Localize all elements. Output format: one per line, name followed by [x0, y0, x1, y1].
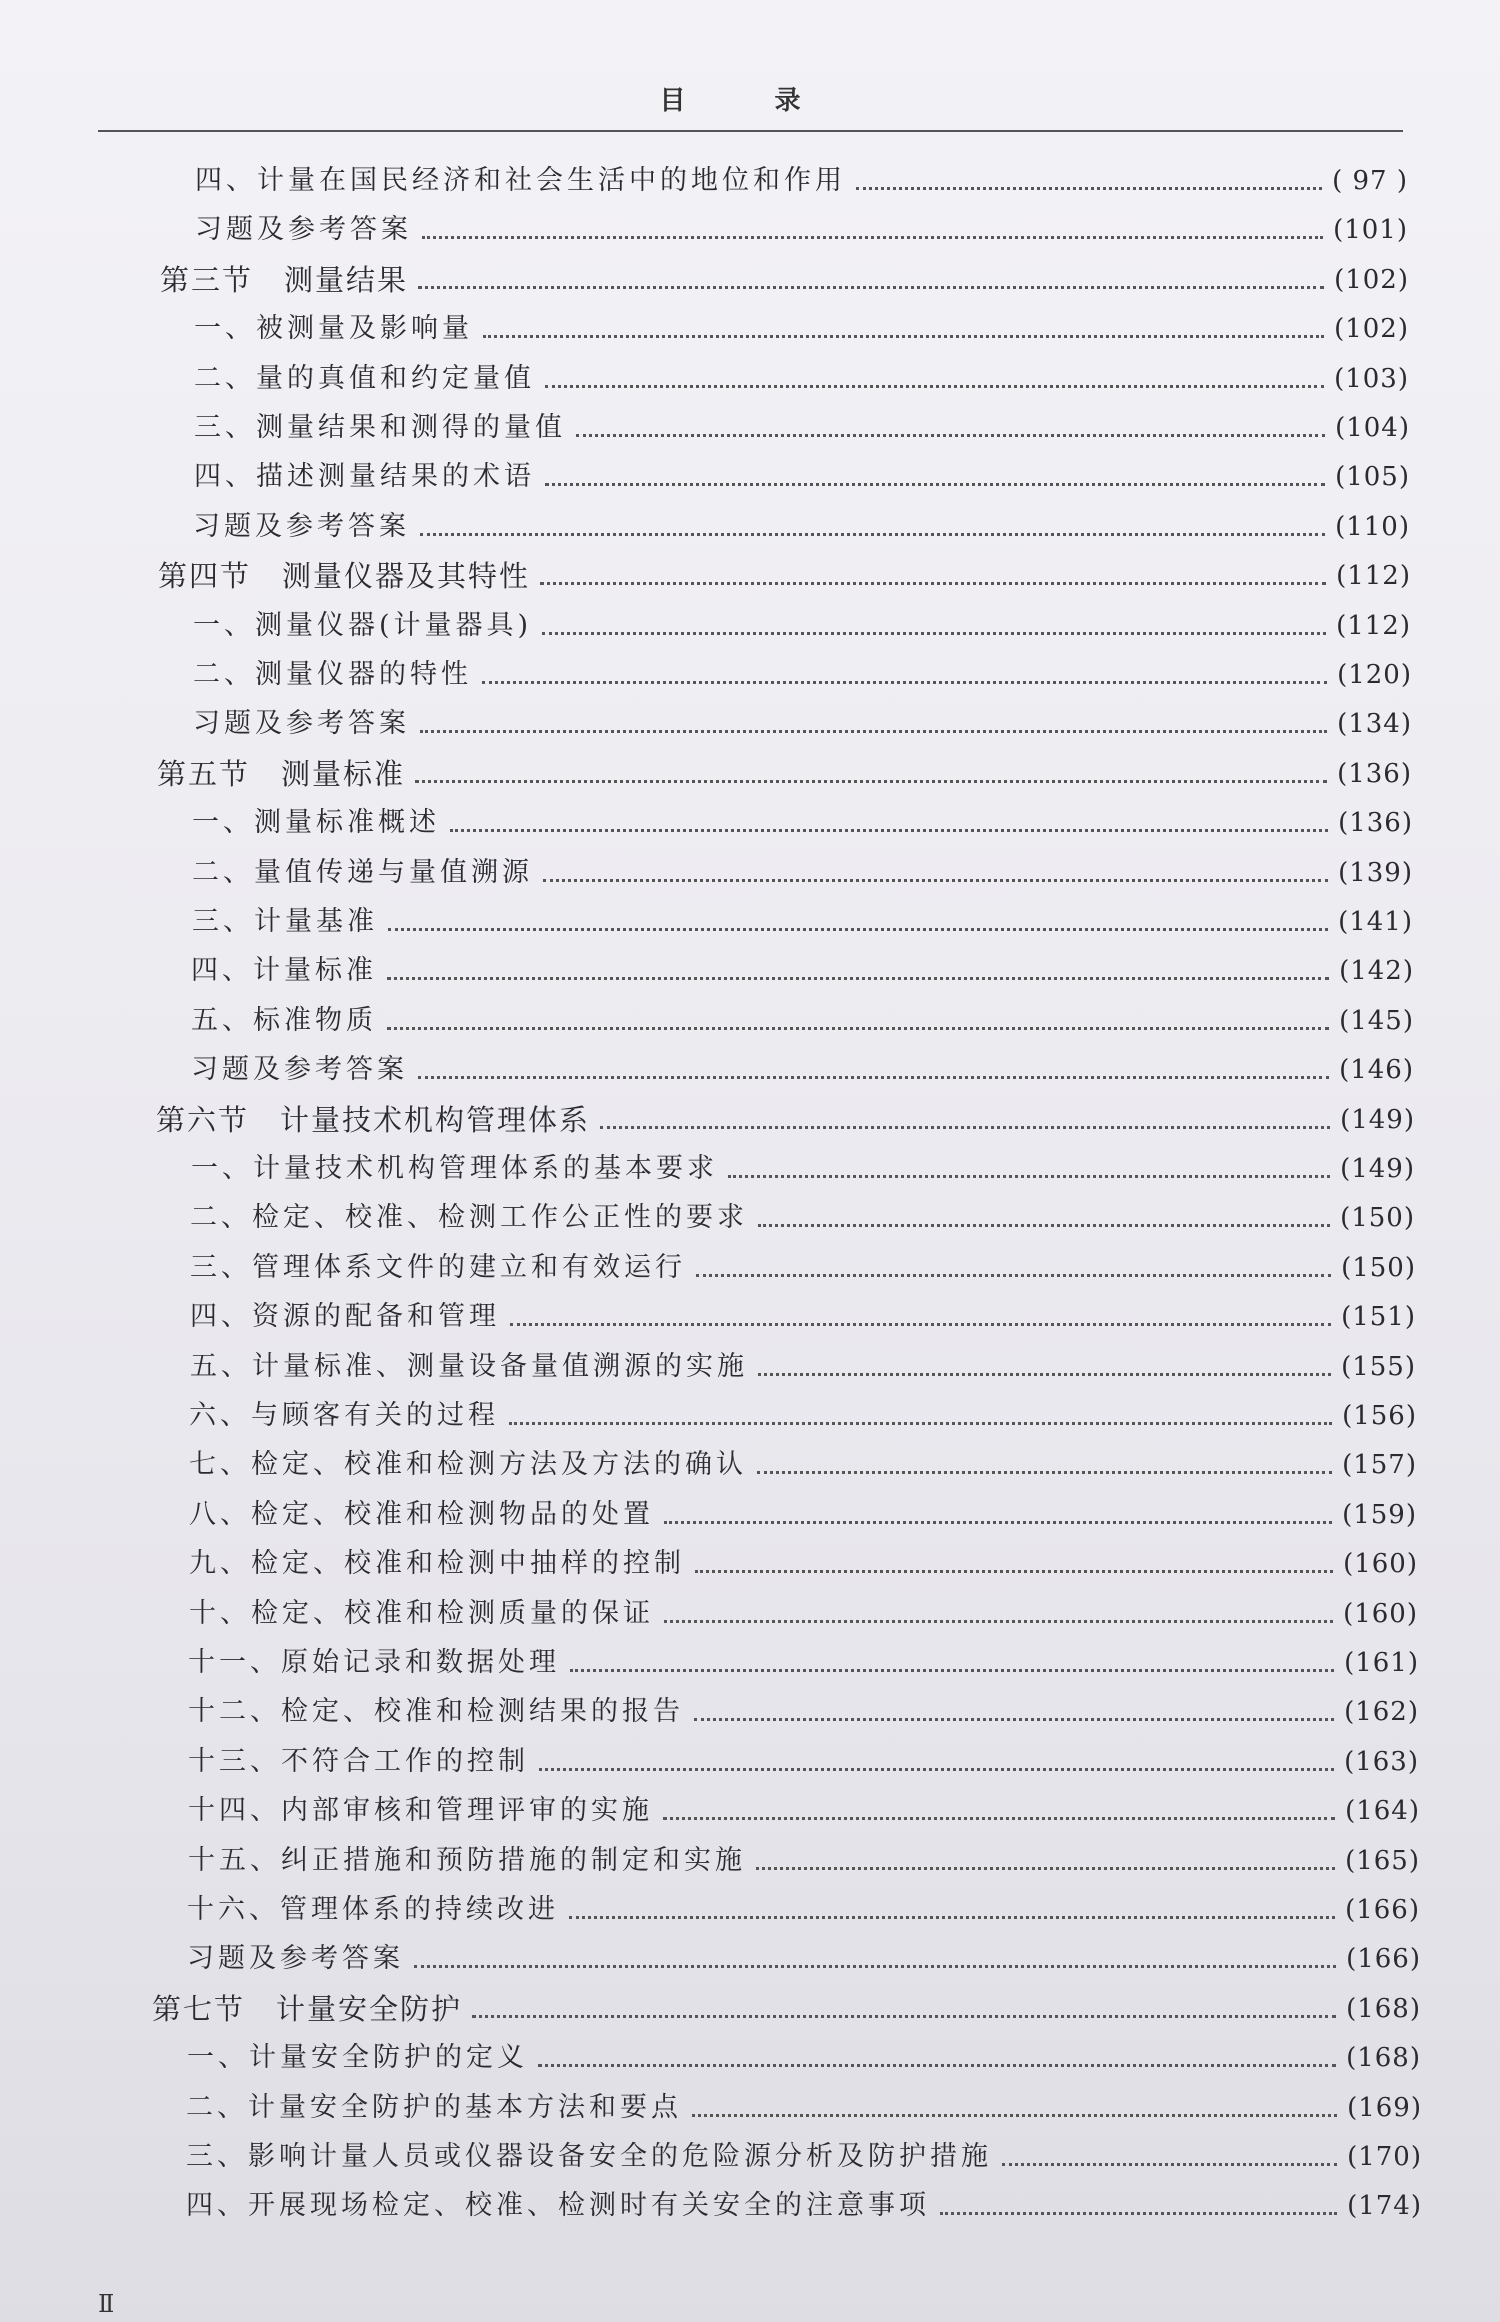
- toc-entry-label: 习题及参考答案: [187, 1943, 404, 1974]
- toc-entry-page-number: (149): [1340, 1105, 1415, 1135]
- dot-leader: [420, 688, 1327, 733]
- toc-entry-page-number: (134): [1337, 709, 1412, 739]
- dot-leader: [570, 1627, 1334, 1672]
- toc-entry-label: 九、检定、校准和检测中抽样的控制: [189, 1548, 685, 1579]
- toc-entry-page-number: (146): [1339, 1055, 1414, 1085]
- toc-entry-page-number: (174): [1347, 2191, 1422, 2221]
- dot-leader: [540, 540, 1326, 585]
- toc-entry-page-number: (155): [1341, 1352, 1416, 1382]
- dot-leader: [420, 491, 1325, 536]
- dot-leader: [545, 343, 1324, 388]
- dot-leader: [543, 837, 1328, 882]
- toc-entry-page-number: (101): [1333, 215, 1408, 245]
- dot-leader: [940, 2170, 1337, 2215]
- toc-entry-label: 十一、原始记录和数据处理: [188, 1647, 560, 1678]
- toc-entry-page-number: (157): [1342, 1450, 1417, 1480]
- toc-entry-page-number: (159): [1342, 1500, 1417, 1530]
- dot-leader: [692, 2072, 1337, 2117]
- toc-entry-page-number: (161): [1344, 1648, 1419, 1678]
- toc-entry-label: 一、测量仪器(计量器具): [193, 610, 533, 641]
- toc-entry-label: 四、描述测量结果的术语: [194, 461, 535, 492]
- dot-leader: [542, 590, 1326, 635]
- dot-leader: [483, 293, 1324, 338]
- toc-entry-label: 第五节 测量标准: [157, 757, 406, 791]
- toc-entry-page-number: (160): [1343, 1549, 1418, 1579]
- toc-entry-label: 第四节 测量仪器及其特性: [158, 559, 531, 593]
- toc-entry-label: 八、检定、校准和检测物品的处置: [189, 1499, 654, 1530]
- toc-entry-label: 习题及参考答案: [195, 214, 412, 245]
- dot-leader: [482, 639, 1327, 684]
- toc-entry-label: 习题及参考答案: [191, 1054, 408, 1085]
- toc-entry-label: 一、计量技术机构管理体系的基本要求: [191, 1153, 718, 1184]
- toc-entry-label: 十六、管理体系的持续改进: [187, 1894, 559, 1925]
- toc-entry-label: 习题及参考答案: [193, 511, 410, 542]
- dot-leader: [509, 1380, 1332, 1425]
- toc-entry-label: 二、检定、校准、检测工作公正性的要求: [190, 1202, 748, 1233]
- toc-entry-label: 十三、不符合工作的控制: [188, 1746, 529, 1777]
- dot-leader: [663, 1775, 1335, 1820]
- toc-entry-page-number: (168): [1346, 1994, 1421, 2024]
- toc-entry-label: 一、测量标准概述: [192, 807, 440, 838]
- toc-entry-page-number: (102): [1334, 314, 1409, 344]
- dot-leader: [600, 1084, 1330, 1129]
- toc-entry-page-number: (170): [1347, 2142, 1422, 2172]
- toc-entry-label: 一、计量安全防护的定义: [187, 2042, 528, 2073]
- toc-entry-page-number: (139): [1338, 858, 1413, 888]
- toc-entry-page-number: (162): [1344, 1697, 1419, 1727]
- toc-entry-label: 三、计量基准: [192, 906, 378, 937]
- toc-entry-label: 十四、内部审核和管理评审的实施: [188, 1795, 653, 1826]
- dot-leader: [569, 1874, 1335, 1919]
- page-header-title: 目 录: [659, 86, 841, 116]
- toc-entry-label: 十二、检定、校准和检测结果的报告: [188, 1696, 684, 1727]
- toc-entry-page-number: (145): [1339, 1006, 1414, 1036]
- toc-entry-label: 习题及参考答案: [193, 708, 410, 739]
- toc-entry-label: 六、与顾客有关的过程: [189, 1400, 499, 1431]
- dot-leader: [387, 985, 1329, 1030]
- toc-entry-page-number: (166): [1345, 1895, 1420, 1925]
- dot-leader: [539, 1726, 1334, 1771]
- toc-entry-label: 五、标准物质: [191, 1005, 377, 1036]
- toc-entry-label: 四、资源的配备和管理: [190, 1301, 500, 1332]
- toc-entry-page-number: (150): [1340, 1203, 1415, 1233]
- toc-entry-page-number: (105): [1335, 462, 1410, 492]
- toc-entry-label: 二、量值传递与量值溯源: [192, 857, 533, 888]
- dot-leader: [418, 1034, 1329, 1079]
- page-number-mark: Ⅱ: [98, 2290, 115, 2318]
- toc-entry-label: 第六节 计量技术机构管理体系: [156, 1103, 591, 1137]
- toc-entry-label: 四、计量标准: [191, 955, 377, 986]
- toc-entry-page-number: (142): [1339, 956, 1414, 986]
- toc-entry-label: 十、检定、校准和检测质量的保证: [189, 1598, 654, 1629]
- toc-entry-label: 二、测量仪器的特性: [193, 659, 472, 690]
- toc-entry: [186, 2185, 1422, 2227]
- dot-leader: [472, 1973, 1336, 2018]
- dot-leader: [757, 1429, 1332, 1474]
- dot-leader: [414, 1923, 1336, 1968]
- toc-entry-label: 第三节 测量结果: [160, 263, 409, 297]
- toc-entry-label: 五、计量标准、测量设备量值溯源的实施: [190, 1351, 748, 1382]
- dot-leader: [758, 1331, 1331, 1376]
- dot-leader: [510, 1281, 1331, 1326]
- toc-entry-page-number: (136): [1338, 808, 1413, 838]
- toc-entry-label: 三、影响计量人员或仪器设备安全的危险源分析及防护措施: [186, 2141, 992, 2172]
- toc-entry-page-number: (136): [1337, 759, 1412, 789]
- toc-entry-page-number: (112): [1336, 561, 1411, 591]
- toc-entry-page-number: (164): [1345, 1796, 1420, 1826]
- dot-leader: [856, 145, 1322, 190]
- toc-entry-label: 二、量的真值和约定量值: [194, 363, 535, 394]
- toc-entry-label: 三、测量结果和测得的量值: [194, 412, 566, 443]
- dot-leader: [664, 1479, 1332, 1524]
- toc-entry-page-number: (160): [1343, 1599, 1418, 1629]
- dot-leader: [545, 441, 1325, 486]
- toc-entry-page-number: (165): [1345, 1846, 1420, 1876]
- toc-entry-page-number: (168): [1346, 2043, 1421, 2073]
- dot-leader: [1002, 2121, 1337, 2166]
- toc-entry-label: 第七节 计量安全防护: [152, 1992, 463, 2026]
- toc-entry-page-number: (103): [1334, 364, 1409, 394]
- dot-leader: [694, 1676, 1334, 1721]
- dot-leader: [695, 1528, 1333, 1573]
- toc-entry-page-number: (150): [1341, 1253, 1416, 1283]
- toc-entry-page-number: (120): [1337, 660, 1412, 690]
- toc-entry-page-number: (166): [1346, 1944, 1421, 1974]
- dot-leader: [728, 1133, 1330, 1178]
- toc-entry-label: 四、计量在国民经济和社会生活中的地位和作用: [195, 165, 846, 196]
- toc-entry-label: 七、检定、校准和检测方法及方法的确认: [189, 1449, 747, 1480]
- dot-leader: [758, 1182, 1330, 1227]
- dot-leader: [422, 194, 1323, 239]
- toc-entry-page-number: (156): [1342, 1401, 1417, 1431]
- dot-leader: [415, 738, 1327, 783]
- dot-leader: [418, 244, 1324, 289]
- toc-entry-page-number: (163): [1344, 1747, 1419, 1777]
- toc-entry-page-number: (104): [1335, 413, 1410, 443]
- toc-entry-page-number: (149): [1340, 1154, 1415, 1184]
- toc-entry-page-number: (110): [1335, 512, 1410, 542]
- dot-leader: [576, 392, 1325, 437]
- toc-entry-page-number: (102): [1334, 265, 1409, 295]
- dot-leader: [538, 2022, 1336, 2067]
- toc-entry-label: 三、管理体系文件的建立和有效运行: [190, 1252, 686, 1283]
- toc-entry-label: 四、开展现场检定、校准、检测时有关安全的注意事项: [186, 2190, 930, 2221]
- dot-leader: [664, 1578, 1333, 1623]
- toc-entry-page-number: (151): [1341, 1302, 1416, 1332]
- dot-leader: [696, 1232, 1331, 1277]
- dot-leader: [387, 935, 1329, 980]
- toc-entry-label: 十五、纠正措施和预防措施的制定和实施: [188, 1845, 746, 1876]
- dot-leader: [388, 886, 1328, 931]
- toc-entry-page-number: ( 97 ): [1332, 166, 1408, 196]
- toc-entry-label: 一、被测量及影响量: [194, 313, 473, 344]
- toc-entry-page-number: (141): [1338, 907, 1413, 937]
- toc-entry-page-number: (169): [1347, 2093, 1422, 2123]
- dot-leader: [450, 787, 1328, 832]
- dot-leader: [756, 1825, 1335, 1870]
- toc-entry-label: 二、计量安全防护的基本方法和要点: [186, 2092, 682, 2123]
- toc-entry-page-number: (112): [1336, 611, 1411, 641]
